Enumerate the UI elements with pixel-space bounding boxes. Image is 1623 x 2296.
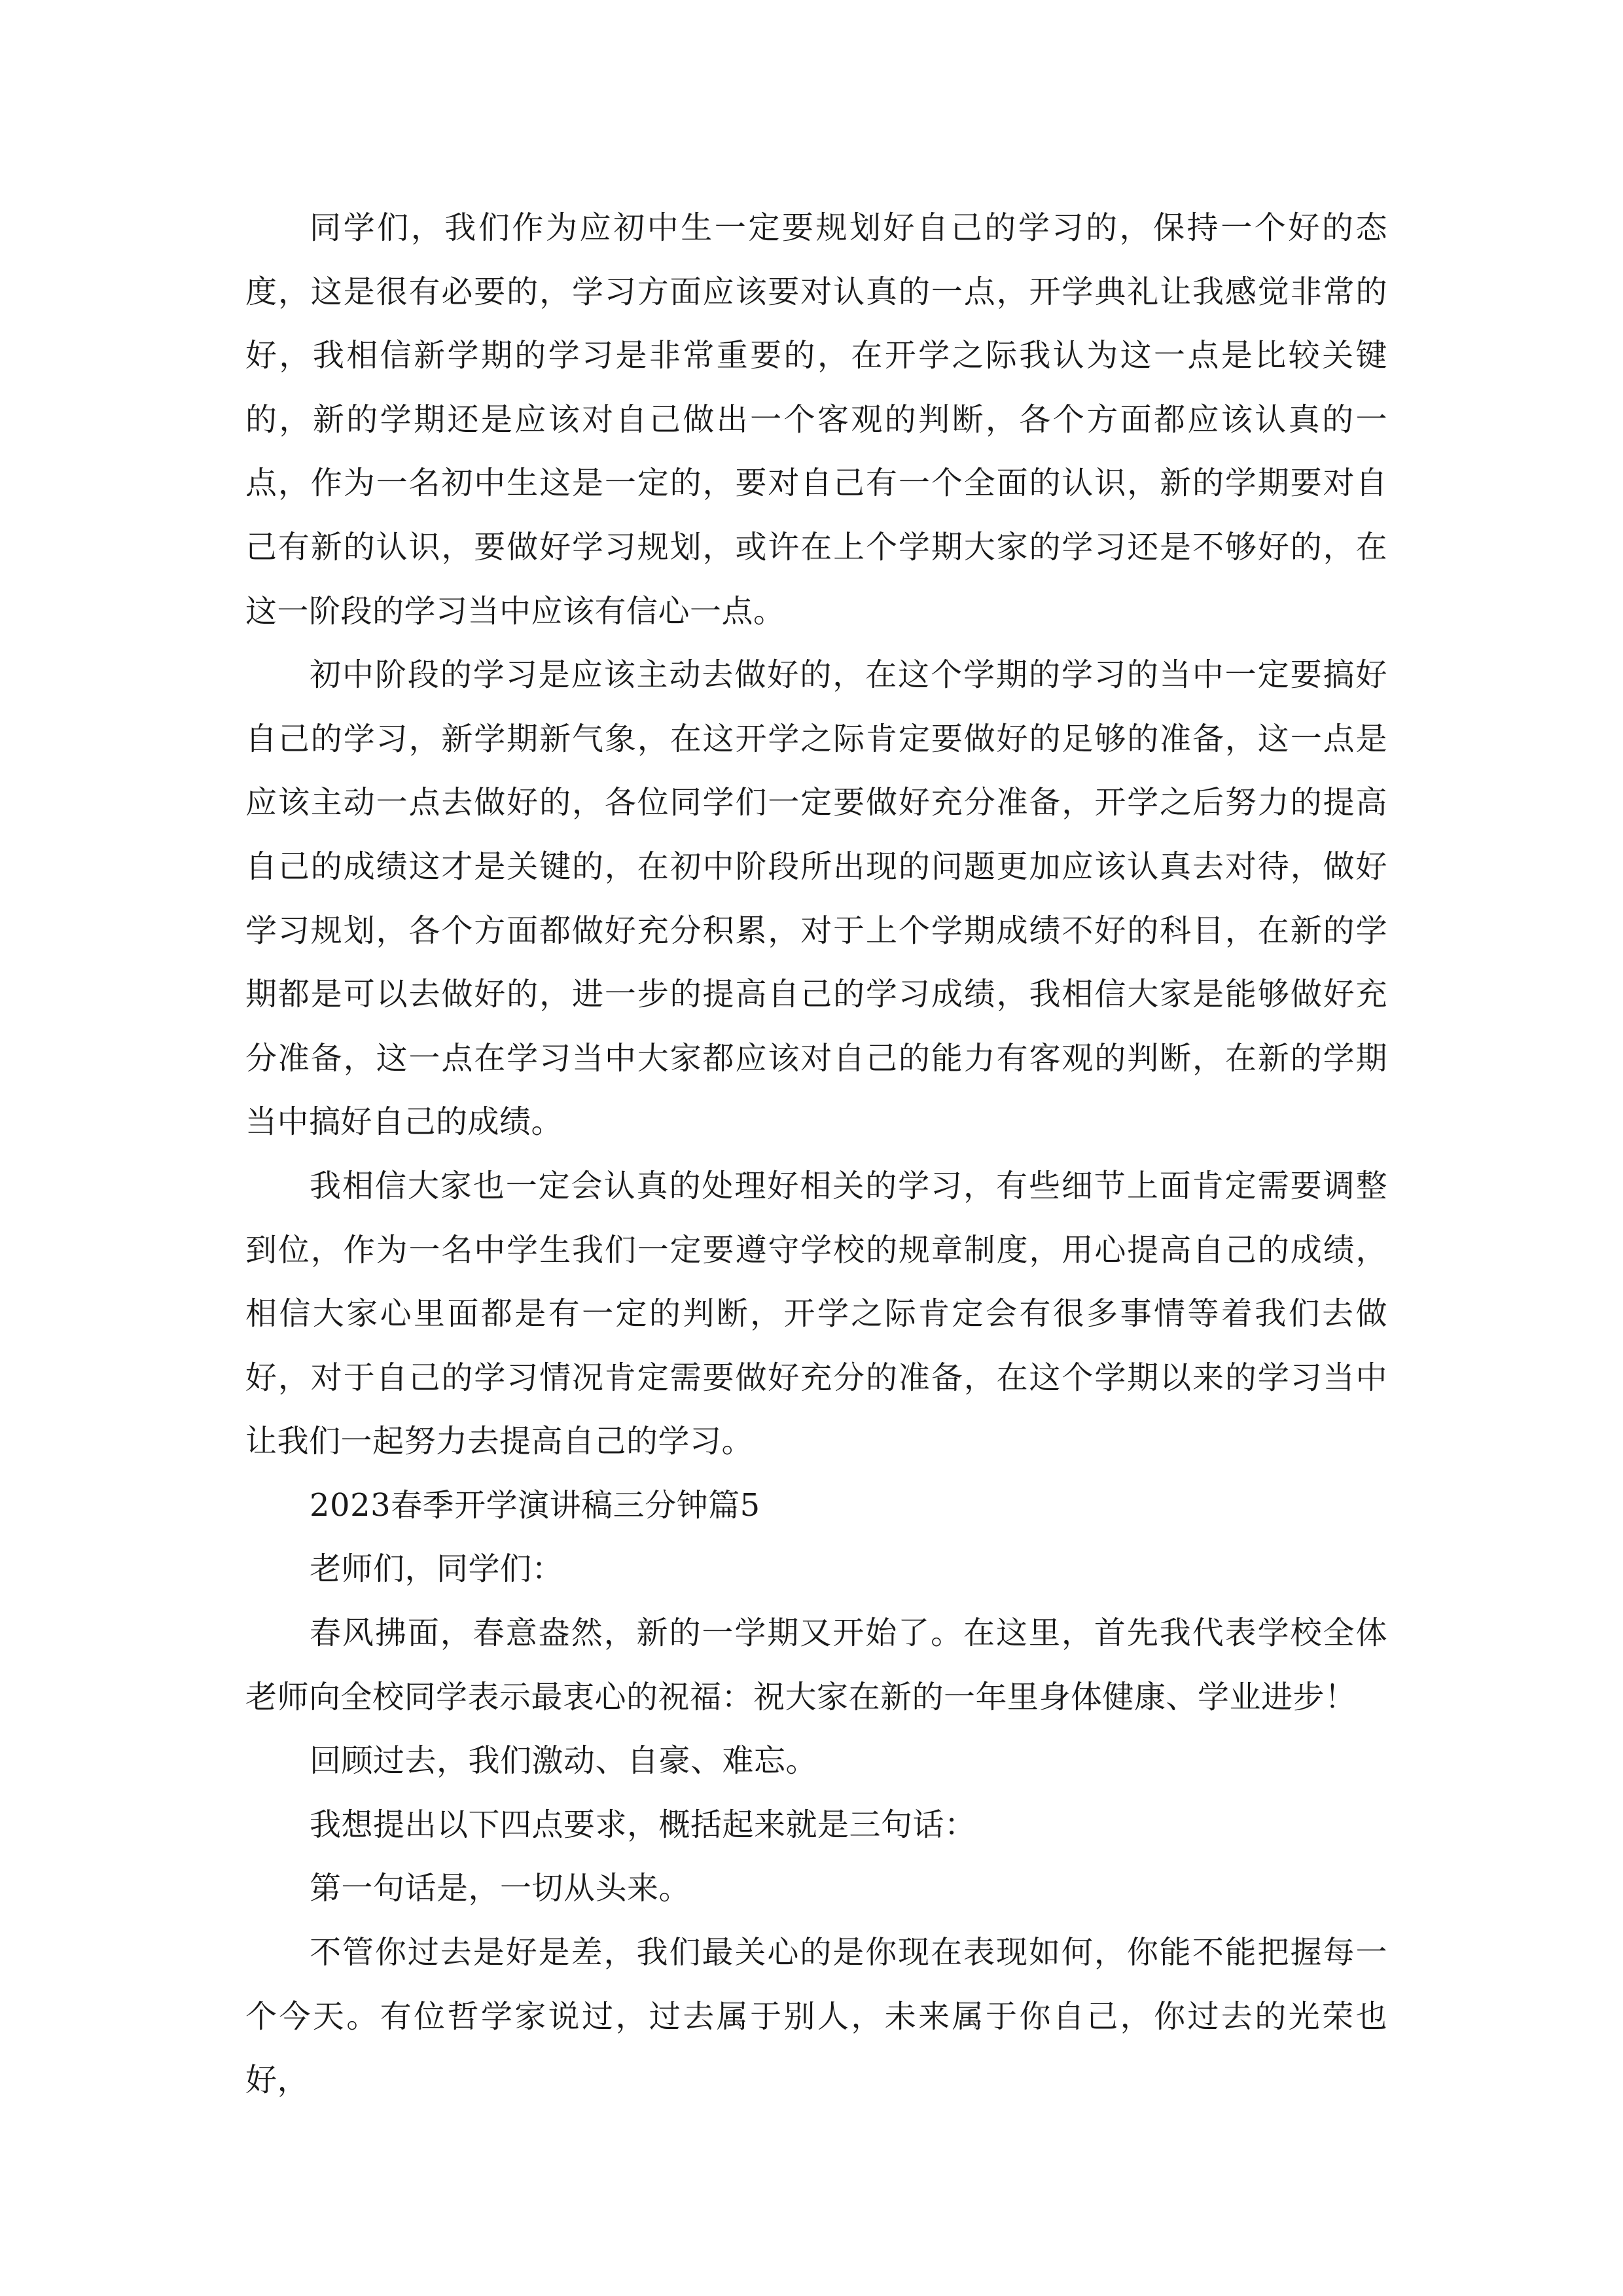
salutation: 老师们，同学们：: [310, 1551, 564, 1588]
paragraph-first-saying: 第一句话是，一切从头来。: [310, 1870, 691, 1907]
paragraph-past-and-future: 不管你过去是好是差，我们最关心的是你现在表现如何，你能不能把握每一个今天。有位哲学家说过，过去属于别人，未来属于你自己，你过去的光荣也好，: [245, 1934, 1387, 2099]
paragraph-junior-stage: 初中阶段的学习是应该主动去做好的，在这个学期的学习的当中一定要搞好自己的学习，新学期新气象，在这开学之际肯定要做好的足够的准备，这一点是应该主动一点去做好的，各位同学们一定要做好充分准备，开学之后努力的提高自己的成绩这才是关键的，在初中阶段所出现的问题更加应该认真去对待，做好学习规划，各个方面都做好充分积累，对于上个学期成绩不好的科目，在新的学期都是可以去做好的，进一步的提高自己的学习成绩，我相信大家是能够做好充分准备，这一点在学习当中大家都应该对自己的能力有客观的判断，在新的学期当中搞好自己的成绩。: [245, 656, 1387, 1141]
section-heading: 2023春季开学演讲稿三分钟篇5: [310, 1486, 760, 1524]
paragraph-spring-greeting: 春风拂面，春意盎然，新的一学期又开始了。在这里，首先我代表学校全体老师向全校同学表示最衷心的祝福：祝大家在新的一年里身体健康、学业进步！: [245, 1615, 1387, 1715]
paragraph-study-plan: 同学们，我们作为应初中生一定要规划好自己的学习的，保持一个好的态度，这是很有必要的，学习方面应该要对认真的一点，开学典礼让我感觉非常的好，我相信新学期的学习是非常重要的，在开学之际我认为这一点是比较关键的，新的学期还是应该对自己做出一个客观的判断，各个方面都应该认真的一点，作为一名初中生这是一定的，要对自己有一个全面的认识，新的学期要对自己有新的认识，要做好学习规划，或许在上个学期大家的学习还是不够好的，在这一阶段的学习当中应该有信心一点。: [245, 209, 1387, 630]
paragraph-school-rules: 我相信大家也一定会认真的处理好相关的学习，有些细节上面肯定需要调整到位，作为一名中学生我们一定要遵守学校的规章制度，用心提高自己的成绩，相信大家心里面都是有一定的判断，开学之际肯定会有很多事情等着我们去做好，对于自己的学习情况肯定需要做好充分的准备，在这个学期以来的学习当中让我们一起努力去提高自己的学习。: [245, 1167, 1387, 1460]
paragraph-four-requirements: 我想提出以下四点要求，概括起来就是三句话：: [310, 1806, 976, 1843]
paragraph-looking-back: 回顾过去，我们激动、自豪、难忘。: [310, 1742, 818, 1780]
document-body: [245, 196, 1387, 2113]
